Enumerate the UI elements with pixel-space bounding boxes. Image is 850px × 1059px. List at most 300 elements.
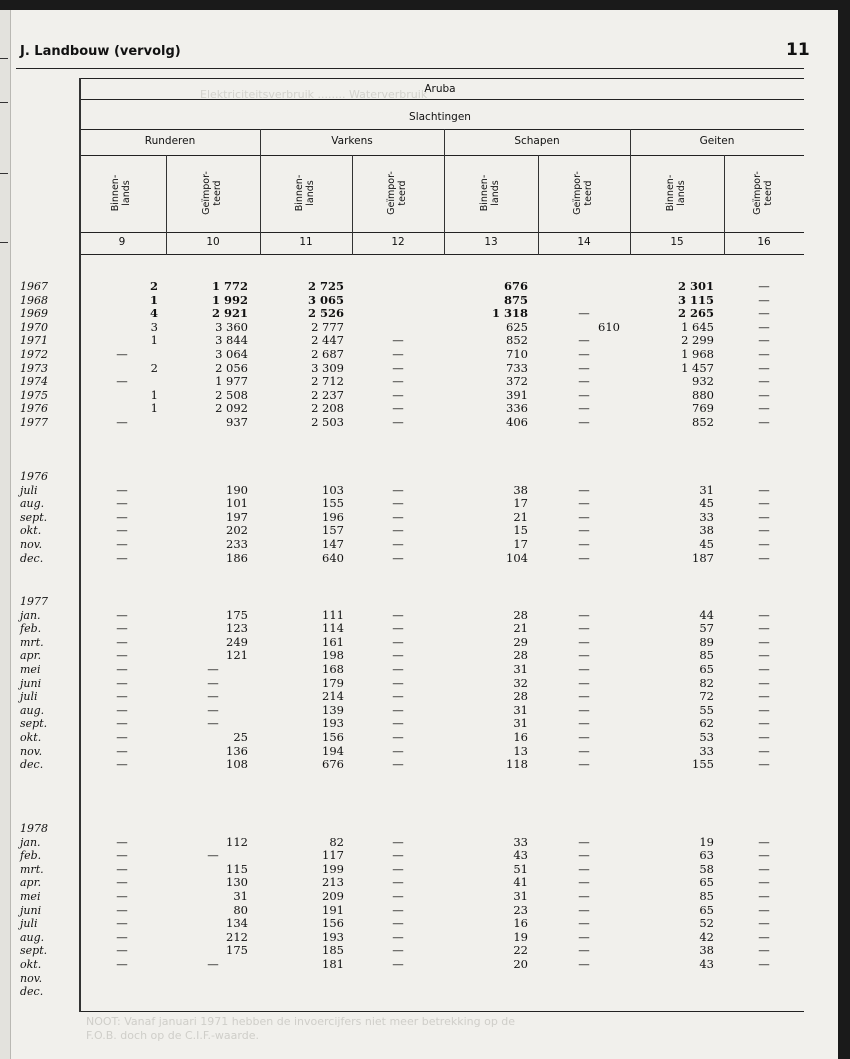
table-cell-dash: —	[392, 360, 404, 375]
table-cell: 168	[322, 662, 344, 676]
table-cell: 676	[322, 757, 344, 772]
table-cell-dash: —	[392, 333, 404, 348]
table-cell: 2 712	[311, 374, 344, 389]
table-cell: 198	[322, 648, 344, 663]
col-rule	[352, 155, 353, 255]
table-cell: 65	[699, 875, 714, 890]
table-cell-dash: —	[758, 496, 770, 511]
table-cell: 2 299	[681, 333, 714, 348]
table-cell: 85	[699, 889, 714, 903]
table-cell-dash: —	[578, 848, 590, 863]
table-cell: 31	[513, 716, 528, 731]
table-cell: 175	[226, 607, 248, 622]
table-cell: 610	[598, 319, 620, 334]
table-cell: 53	[699, 730, 714, 744]
category-heading: Runderen	[144, 135, 196, 147]
row-label: mrt.	[20, 635, 44, 649]
table-cell: 2 237	[311, 387, 344, 402]
table-cell: 194	[322, 743, 344, 758]
table-cell: 101	[226, 496, 248, 511]
row-label: juli	[20, 483, 38, 497]
row-label: 1973	[20, 361, 48, 375]
table-cell: 1 992	[211, 292, 248, 307]
table-cell-dash: —	[578, 916, 590, 931]
table-cell-dash: —	[758, 415, 770, 429]
table-cell: 3 844	[215, 333, 248, 348]
table-cell: 23	[513, 902, 528, 917]
table-cell: 196	[322, 509, 344, 524]
table-cell-dash: —	[758, 387, 770, 402]
table-cell: 2 503	[311, 415, 344, 429]
table-cell: 31	[513, 889, 528, 903]
title-rule	[16, 68, 804, 69]
table-cell-dash: —	[758, 607, 770, 622]
table-cell: 31	[699, 482, 714, 497]
table-cell: 33	[699, 743, 714, 758]
row-label: juli	[20, 917, 38, 931]
table-cell: 80	[233, 902, 248, 917]
table-cell: 29	[513, 634, 528, 649]
row-label: dec.	[20, 985, 44, 999]
table-cell: 63	[699, 848, 714, 863]
table-cell: 1 968	[681, 347, 714, 361]
page-number: 11	[786, 40, 810, 60]
table-cell: 115	[226, 861, 248, 876]
table-cell: 191	[322, 902, 344, 917]
row-label: nov.	[20, 971, 43, 985]
row-label: dec.	[20, 758, 44, 772]
table-cell-dash: —	[758, 292, 770, 307]
table-cell: 640	[322, 550, 344, 565]
page-spine	[0, 10, 11, 1059]
table-bottom-rule	[80, 1011, 804, 1012]
table-cell-dash: —	[392, 834, 404, 849]
table-cell: 104	[506, 550, 528, 565]
table-cell: 136	[226, 743, 248, 758]
table-cell-dash: —	[392, 347, 404, 361]
category-heading: Schapen	[514, 135, 560, 147]
table-cell: 181	[322, 957, 344, 971]
col-rule	[444, 129, 445, 255]
table-cell-dash: —	[758, 929, 770, 944]
row-label: 1974	[20, 375, 48, 389]
table-cell: 875	[503, 292, 528, 307]
table-cell: 1	[150, 333, 158, 348]
region-rule	[80, 99, 804, 100]
row-label: dec.	[20, 551, 44, 565]
row-label: juli	[20, 690, 38, 704]
table-cell: 710	[506, 347, 528, 361]
table-cell-dash: —	[578, 689, 590, 704]
table-cell: 85	[699, 648, 714, 663]
group-rule	[80, 129, 804, 130]
table-cell-dash: —	[578, 943, 590, 958]
page: Elektriciteitsverbruik ........ Waterverbruik J. Landbouw (vervolg) 11 Aruba Slachtingen Runderen Varkens Schapen Geiten Binnen- lands Geïmpor- teerd Binnen- lands Geïmpor- teerd Binnen- lands Geïmpor- teerd Binnen- lands Geïmpor- teerd 9 10 11 12 13 14 15 16 1967 2 1 772 2 725 676 2 301 — 1968 1 1 992 3 065 875 3 115 — 1969 4 2 921 2 526 1 318 — 2 265 — 1970 3 3 360 2 777 625 610 1 645 — 1971 1 3 844 2 447 — 852 — 2 299 — 1972 — 3 064 2 687 — 710 — 1 968 — 1973 2 2 056 3 309 — 733 — 1 457 — 1974 — 1 977 2 712 — 372 — 932 — 1975 1 2 508 2 237 — 391 — 880 — 1976 1 2 092 2 208 — 336 — 769 — 1977 — 937 2 503 — 406 — 852 — 1976 juli — 190 103 — 38 — 31 — aug. — 101 155 — 17 — 45 — sept. — 197 196 — 21 — 33 — okt. — 202 157 — 15 — 38 — nov. — 233 147 — 17 — 45 — dec. — 186 640 — 104 — 187 — 1977 jan. — 175 111 — 28 — 44 — feb. — 123 114 — 21 — 57 — mrt. — 249 161 — 29 — 89 — apr. — 121 198 — 28 — 85 — mei — — 168 — 31 — 65 — juni — — 179 — 32 — 82 — juli — — 214 — 28 — 72 — aug. — — 139 — 31 — 55 — sept. — — 193 — 31 — 62 — okt. — 25 156 — 16 — 53 — nov. — 136 194 — 13 — 33 — dec. — 108 676 — 118 — 155 — 1978 jan. — 112 82 — 33 — 19 — feb. — — 117 — 43 — 63 — mrt. — 115 199 — 51 — 58 — apr. — 130 213 — 41 — 65 — mei — 31 209 — 31 — 85 — juni — 80 191 — 23 — 65 — juli — 134 156 — 16 — 52 — aug. — 212 193 — 19 — 42 — sept. — 175 185 — 22 — 38 — okt. — — 181 — 20 — 43 — nov. dec. NOOT: Vanaf januari 1971 hebben de invoercijfers niet meer betrekking op de F.O.B. doch op de C.I.F.-waarde.	[0, 10, 838, 1059]
table-cell: 155	[692, 757, 714, 772]
column-number: 13	[484, 236, 498, 248]
table-cell-dash: —	[392, 957, 404, 971]
table-cell: 193	[322, 929, 344, 944]
col-rule	[538, 155, 539, 255]
table-cell: 117	[322, 848, 344, 863]
table-cell: 932	[692, 374, 714, 389]
table-cell-dash: —	[392, 730, 404, 744]
row-label: 1967	[20, 280, 48, 293]
row-label: 1976	[20, 402, 48, 416]
table-cell: 3 115	[677, 292, 714, 307]
table-cell-dash: —	[578, 875, 590, 890]
geimporteerd-column-label: Geïmpor- teerd	[752, 171, 774, 215]
table-cell-dash: —	[116, 523, 128, 538]
table-cell-dash: —	[578, 648, 590, 663]
row-label: juni	[20, 903, 42, 917]
table-cell-dash: —	[116, 702, 128, 717]
table-cell-dash: —	[578, 757, 590, 772]
table-cell: 38	[699, 523, 714, 538]
table-cell: 2 056	[215, 360, 248, 375]
table-cell: 31	[513, 662, 528, 676]
table-cell-dash: —	[578, 347, 590, 361]
row-label: okt.	[20, 524, 42, 538]
geimporteerd-column-label: Geïmpor- teerd	[386, 171, 408, 215]
table-cell-dash: —	[758, 689, 770, 704]
table-cell: 852	[506, 333, 528, 348]
table-cell-dash: —	[758, 279, 770, 293]
table-cell: 157	[322, 523, 344, 538]
table-cell: 25	[233, 730, 248, 744]
table-cell-dash: —	[758, 537, 770, 551]
table-cell: 22	[513, 943, 528, 958]
table-cell-dash: —	[116, 889, 128, 903]
table-cell: 212	[226, 929, 248, 944]
table-cell-dash: —	[578, 675, 590, 690]
table-cell: 1 772	[211, 279, 248, 293]
table-cell-dash: —	[758, 374, 770, 389]
row-label: jan.	[20, 608, 41, 622]
table-cell-dash: —	[758, 482, 770, 497]
table-cell-dash: —	[392, 415, 404, 429]
table-top-rule	[80, 78, 804, 79]
table-cell-dash: —	[392, 374, 404, 389]
table-cell: 28	[513, 689, 528, 704]
table-cell-dash: —	[392, 675, 404, 690]
table-cell: 38	[699, 943, 714, 958]
table-cell-dash: —	[578, 401, 590, 416]
table-cell: 121	[226, 648, 248, 663]
table-cell-dash: —	[758, 306, 770, 321]
table-cell: 202	[226, 523, 248, 538]
table-cell-dash: —	[116, 916, 128, 931]
table-cell: 45	[699, 496, 714, 511]
table-cell: 733	[506, 360, 528, 375]
table-cell-dash: —	[758, 916, 770, 931]
table-cell: 147	[322, 537, 344, 551]
edge-mark	[0, 242, 8, 243]
colnum-rule	[80, 254, 804, 255]
table-cell-dash: —	[392, 916, 404, 931]
table-cell: 155	[322, 496, 344, 511]
table-cell: 880	[692, 387, 714, 402]
table-cell: 2 265	[677, 306, 714, 321]
row-label: 1976	[20, 470, 48, 483]
table-cell: 28	[513, 607, 528, 622]
row-label: 1969	[20, 307, 48, 321]
table-cell-dash: —	[758, 848, 770, 863]
col-rule	[630, 129, 631, 255]
table-cell: 33	[513, 834, 528, 849]
table-cell-dash: —	[578, 861, 590, 876]
table-cell: 1	[150, 401, 158, 416]
table-cell: 2	[149, 279, 158, 293]
table-cell: 185	[322, 943, 344, 958]
binnenlands-column-label: Binnen- lands	[110, 174, 132, 212]
table-cell: 186	[226, 550, 248, 565]
table-cell-dash: —	[116, 943, 128, 958]
table-cell: 249	[226, 634, 248, 649]
table-cell-dash: —	[116, 482, 128, 497]
table-cell-dash: —	[392, 550, 404, 565]
table-cell-dash: —	[578, 957, 590, 971]
table-cell-dash: —	[116, 929, 128, 944]
table-cell-dash: —	[578, 889, 590, 903]
table-cell-dash: —	[758, 648, 770, 663]
column-number: 14	[577, 236, 591, 248]
table-cell-dash: —	[392, 743, 404, 758]
table-cell-dash: —	[758, 743, 770, 758]
table-cell: 21	[513, 509, 528, 524]
table-cell-dash: —	[758, 319, 770, 334]
table-cell-dash: —	[758, 675, 770, 690]
col-rule	[260, 129, 261, 255]
region-heading: Aruba	[424, 83, 456, 95]
table-cell: 3 065	[307, 292, 344, 307]
table-cell-dash: —	[758, 730, 770, 744]
table-cell-dash: —	[116, 689, 128, 704]
table-cell: 38	[513, 482, 528, 497]
table-cell-dash: —	[116, 607, 128, 622]
binnenlands-column-label: Binnen- lands	[479, 174, 501, 212]
table-cell: 4	[149, 306, 158, 321]
table-cell: 21	[513, 621, 528, 636]
table-cell-dash: —	[392, 482, 404, 497]
footnote-bleed: NOOT: Vanaf januari 1971 hebben de invoercijfers niet meer betrekking op de F.O.B. doch op de C.I.F.-waarde.	[86, 1015, 516, 1042]
table-cell-dash: —	[758, 943, 770, 958]
table-cell-dash: —	[758, 401, 770, 416]
table-cell: 89	[699, 634, 714, 649]
table-cell: 175	[226, 943, 248, 958]
table-cell-dash: —	[392, 757, 404, 772]
table-cell: 3 360	[215, 319, 248, 334]
table-cell: 2 208	[311, 401, 344, 416]
row-label: aug.	[20, 930, 45, 944]
table-cell: 44	[699, 607, 714, 622]
table-cell-dash: —	[578, 730, 590, 744]
table-cell-dash: —	[116, 496, 128, 511]
row-label: mei	[20, 663, 41, 676]
table-cell: 3	[150, 319, 158, 334]
row-label: nov.	[20, 744, 43, 758]
table-cell: 852	[692, 415, 714, 429]
column-number: 12	[391, 236, 405, 248]
row-label: 1972	[20, 348, 48, 361]
table-cell: 32	[513, 675, 528, 690]
row-label: 1977	[20, 416, 48, 429]
table-cell-dash: —	[116, 675, 128, 690]
table-cell: 676	[503, 279, 528, 293]
table-cell-dash: —	[578, 482, 590, 497]
table-cell: 52	[699, 916, 714, 931]
table-cell-dash: —	[116, 834, 128, 849]
table-cell-dash: —	[116, 861, 128, 876]
table-cell-dash: —	[392, 607, 404, 622]
table-cell-dash: —	[116, 957, 128, 971]
row-label: sept.	[20, 510, 48, 524]
row-label: 1970	[20, 320, 48, 334]
binnenlands-column-label: Binnen- lands	[665, 174, 687, 212]
table-cell-dash: —	[207, 716, 219, 731]
table-cell-dash: —	[116, 730, 128, 744]
edge-mark	[0, 102, 8, 103]
table-cell-dash: —	[116, 621, 128, 636]
table-cell-dash: —	[392, 929, 404, 944]
table-cell-dash: —	[578, 509, 590, 524]
table-cell: 161	[322, 634, 344, 649]
table-cell-dash: —	[392, 662, 404, 676]
table-cell-dash: —	[392, 523, 404, 538]
column-number: 16	[757, 236, 771, 248]
table-cell: 3 064	[215, 347, 248, 361]
table-cell: 2 508	[215, 387, 248, 402]
table-cell-dash: —	[116, 537, 128, 551]
row-label: feb.	[20, 849, 42, 863]
geimporteerd-column-label: Geïmpor- teerd	[572, 171, 594, 215]
table-cell-dash: —	[392, 509, 404, 524]
table-cell-dash: —	[758, 875, 770, 890]
table-cell-dash: —	[758, 702, 770, 717]
table-cell: 33	[699, 509, 714, 524]
table-cell: 123	[226, 621, 248, 636]
table-cell: 118	[506, 757, 528, 772]
table-cell: 190	[226, 482, 248, 497]
table-cell-dash: —	[758, 333, 770, 348]
table-cell-dash: —	[578, 834, 590, 849]
table-cell: 31	[513, 702, 528, 717]
edge-mark	[0, 173, 8, 174]
table-cell: 112	[226, 834, 248, 849]
table-cell-dash: —	[578, 716, 590, 731]
row-label: sept.	[20, 717, 48, 731]
edge-mark	[0, 58, 8, 59]
table-cell: 19	[513, 929, 528, 944]
table-cell: 62	[699, 716, 714, 731]
table-cell-dash: —	[758, 550, 770, 565]
table-cell: 45	[699, 537, 714, 551]
table-cell-dash: —	[758, 523, 770, 538]
table-cell: 625	[506, 319, 528, 334]
label-column-rule	[79, 78, 81, 1012]
table-cell-dash: —	[758, 621, 770, 636]
row-label: 1977	[20, 595, 48, 608]
col-rule	[166, 155, 167, 255]
table-cell: 2 777	[311, 319, 344, 334]
table-cell-dash: —	[578, 333, 590, 348]
category-heading: Geiten	[699, 135, 735, 147]
table-cell-dash: —	[578, 634, 590, 649]
table-cell: 58	[699, 861, 714, 876]
table-cell-dash: —	[578, 496, 590, 511]
table-cell: 42	[699, 929, 714, 944]
table-cell-dash: —	[116, 550, 128, 565]
table-cell-dash: —	[578, 621, 590, 636]
table-cell: 233	[226, 537, 248, 551]
table-cell: 111	[322, 607, 344, 622]
table-cell: 1 645	[681, 319, 714, 334]
table-cell-dash: —	[758, 662, 770, 676]
table-cell: 937	[226, 415, 248, 429]
row-label: okt.	[20, 731, 42, 744]
table-cell: 51	[513, 861, 528, 876]
table-cell-dash: —	[116, 662, 128, 676]
table-cell: 65	[699, 902, 714, 917]
table-cell-dash: —	[578, 537, 590, 551]
table-cell-dash: —	[578, 360, 590, 375]
table-cell-dash: —	[758, 902, 770, 917]
table-cell: 406	[506, 415, 528, 429]
table-cell-dash: —	[392, 634, 404, 649]
table-cell-dash: —	[116, 902, 128, 917]
table-cell-dash: —	[578, 929, 590, 944]
table-cell: 1 457	[681, 360, 714, 375]
table-cell: 193	[322, 716, 344, 731]
geimporteerd-column-label: Geïmpor- teerd	[201, 171, 223, 215]
table-cell-dash: —	[392, 889, 404, 903]
table-cell: 13	[513, 743, 528, 758]
table-cell-dash: —	[578, 662, 590, 676]
row-label: apr.	[20, 649, 42, 663]
table-cell-dash: —	[578, 550, 590, 565]
table-cell-dash: —	[758, 861, 770, 876]
table-cell: 103	[322, 482, 344, 497]
column-number: 15	[670, 236, 684, 248]
table-cell-dash: —	[758, 347, 770, 361]
table-cell-dash: —	[392, 689, 404, 704]
table-cell-dash: —	[116, 634, 128, 649]
table-cell: 213	[322, 875, 344, 890]
table-cell: 2 921	[211, 306, 248, 321]
table-cell: 15	[513, 523, 528, 538]
table-cell: 108	[226, 757, 248, 772]
category-heading: Varkens	[331, 135, 373, 147]
table-cell-dash: —	[578, 387, 590, 402]
table-cell: 2 301	[677, 279, 714, 293]
row-label: okt.	[20, 958, 42, 971]
table-cell-dash: —	[392, 716, 404, 731]
table-cell: 65	[699, 662, 714, 676]
row-label: mei	[20, 890, 41, 903]
table-cell: 28	[513, 648, 528, 663]
row-label: aug.	[20, 703, 45, 717]
table-cell: 187	[692, 550, 714, 565]
table-cell: 43	[699, 957, 714, 971]
table-cell-dash: —	[578, 702, 590, 717]
sublabel-rule	[80, 232, 804, 233]
row-label: nov.	[20, 538, 43, 551]
table-cell: 55	[699, 702, 714, 717]
table-cell-dash: —	[758, 757, 770, 772]
table-cell: 114	[322, 621, 344, 636]
table-cell: 214	[322, 689, 344, 704]
table-cell-dash: —	[392, 537, 404, 551]
